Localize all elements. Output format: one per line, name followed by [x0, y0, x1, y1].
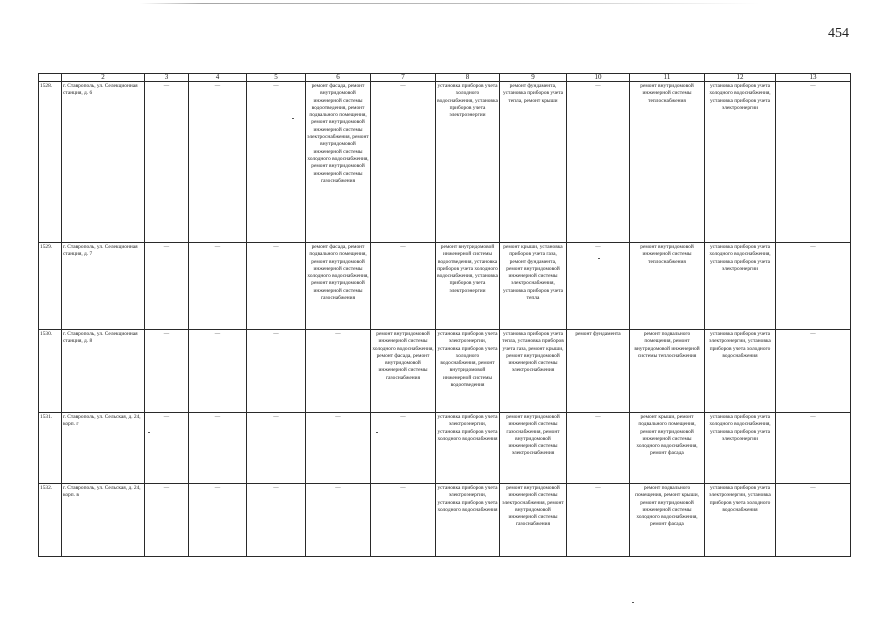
cell-col-7: ремонт внутридомовой инженерной системы холодного водоснабжения, ремонт фасада, ремонт внутридомовой инженерной системы газоснабжения — [371, 330, 436, 413]
row-number: 1531. — [39, 413, 62, 484]
row-address: г. Ставрополь, ул. Селекционная станция, д. 7 — [62, 243, 145, 330]
cell-col-13: — — [776, 413, 851, 484]
cell-col-10: — — [567, 413, 630, 484]
column-number-row — [39, 74, 851, 82]
cell-col-4: — — [189, 243, 247, 330]
row-address: г. Ставрополь, ул. Сельская, д. 24, корп. г — [62, 413, 145, 484]
cell-col-8: установка приборов учета холодного водоснабжения, установка приборов учета электроэнергии — [436, 82, 500, 243]
table-row — [39, 484, 851, 557]
cell-col-3: — — [145, 243, 189, 330]
cell-col-5: — — [247, 484, 306, 557]
cell-col-4: — — [189, 413, 247, 484]
column-header: 13 — [776, 74, 851, 82]
cell-col-4: — — [189, 330, 247, 413]
cell-col-12: установка приборов учета холодного водоснабжения, установка приборов учета электроэнергии — [705, 82, 776, 243]
cell-col-5: — — [247, 330, 306, 413]
cell-col-12: установка приборов учета холодного водоснабжения, установка приборов учета электроэнергии — [705, 413, 776, 484]
cell-col-13: — — [776, 330, 851, 413]
column-header: 12 — [705, 74, 776, 82]
row-number: 1532. — [39, 484, 62, 557]
scan-speck — [598, 258, 600, 259]
cell-col-3: — — [145, 413, 189, 484]
cell-col-6: ремонт фасада, ремонт внутридомовой инженерной системы водоотведения, ремонт подвального помещения, ремонт внутридомовой инженерной системы электроснабжения, ремонт внутридомовой инженерной системы холодного водоснабжения, ремонт внутридомовой инженерной системы газоснабжения — [306, 82, 371, 243]
cell-col-11: ремонт подвального помещения, ремонт внутридомовой инженерной системы теплоснабжения — [630, 330, 705, 413]
table-row — [39, 82, 851, 243]
cell-col-10: — — [567, 243, 630, 330]
row-number: 1528. — [39, 82, 62, 243]
cell-col-13: — — [776, 484, 851, 557]
cell-col-12: установка приборов учета холодного водоснабжения, установка приборов учета электроэнергии — [705, 243, 776, 330]
cell-col-6: — — [306, 330, 371, 413]
table-row — [39, 413, 851, 484]
cell-col-9: ремонт внутридомовой инженерной системы газоснабжения, ремонт внутридомовой инженерной системы электроснабжения — [500, 413, 567, 484]
scan-speck — [376, 432, 378, 433]
row-address: г. Ставрополь, ул. Селекционная станция, д. 6 — [62, 82, 145, 243]
table-row — [39, 243, 851, 330]
cell-col-7: — — [371, 413, 436, 484]
cell-col-3: — — [145, 82, 189, 243]
cell-col-13: — — [776, 82, 851, 243]
cell-col-6: — — [306, 413, 371, 484]
cell-col-7: — — [371, 82, 436, 243]
cell-col-11: ремонт подвального помещения, ремонт крыши, ремонт внутридомовой инженерной системы холодного водоснабжения, ремонт фасада — [630, 484, 705, 557]
cell-col-13: — — [776, 243, 851, 330]
cell-col-11: ремонт внутридомовой инженерной системы теплоснабжения — [630, 243, 705, 330]
column-header: 11 — [630, 74, 705, 82]
column-header: 2 — [62, 74, 145, 82]
scan-speck — [632, 602, 634, 603]
column-header: 6 — [306, 74, 371, 82]
table-row — [39, 330, 851, 413]
row-number: 1529. — [39, 243, 62, 330]
row-address: г. Ставрополь, ул. Селекционная станция, д. 8 — [62, 330, 145, 413]
cell-col-12: установка приборов учета электроэнергии, установка приборов учета холодного водоснабжения — [705, 484, 776, 557]
column-header: 5 — [247, 74, 306, 82]
cell-col-11: ремонт крыши, ремонт подвального помещения, ремонт внутридомовой инженерной системы холодного водоснабжения, ремонт фасада — [630, 413, 705, 484]
cell-col-4: — — [189, 484, 247, 557]
cell-col-5: — — [247, 243, 306, 330]
column-header: 7 — [371, 74, 436, 82]
cell-col-3: — — [145, 330, 189, 413]
cell-col-3: — — [145, 484, 189, 557]
cell-col-7: — — [371, 484, 436, 557]
cell-col-10: — — [567, 484, 630, 557]
column-header: 9 — [500, 74, 567, 82]
cell-col-6: — — [306, 484, 371, 557]
column-header: 10 — [567, 74, 630, 82]
row-number: 1530. — [39, 330, 62, 413]
cell-col-8: ремонт внутридомовой инженерной системы водоотведения, установка приборов учета холодного водоснабжения, установка приборов учета электроэнергии — [436, 243, 500, 330]
cell-col-9: ремонт внутридомовой инженерной системы электроснабжения, ремонт внутридомовой инженерной системы газоснабжения — [500, 484, 567, 557]
cell-col-8: установка приборов учета электроэнергии, установка приборов учета холодного водоснабжения — [436, 413, 500, 484]
cell-col-8: установка приборов учета электроэнергии, установка приборов учета холодного водоснабжения — [436, 484, 500, 557]
row-address: г. Ставрополь, ул. Сельская, д. 24, корп. в — [62, 484, 145, 557]
column-header: 3 — [145, 74, 189, 82]
scan-edge-line — [140, 3, 760, 4]
scan-speck — [148, 432, 150, 433]
repair-program-table — [38, 73, 851, 557]
cell-col-9: установка приборов учета тепла, установка приборов учета газа, ремонт крыши, ремонт внутридомовой инженерной системы электроснабжения — [500, 330, 567, 413]
cell-col-5: — — [247, 82, 306, 243]
cell-col-10: — — [567, 82, 630, 243]
scan-speck — [292, 118, 294, 119]
cell-col-5: — — [247, 413, 306, 484]
cell-col-8: установка приборов учета электроэнергии, установка приборов учета холодного водоснабжения, ремонт внутридомовой инженерной системы водоотведения — [436, 330, 500, 413]
cell-col-6: ремонт фасада, ремонт подвального помещения, ремонт внутридомовой инженерной системы холодного водоснабжения, ремонт внутридомовой инженерной системы газоснабжения — [306, 243, 371, 330]
cell-col-10: ремонт фундамента — [567, 330, 630, 413]
column-header: 8 — [436, 74, 500, 82]
cell-col-9: ремонт фундамента, установка приборов учета тепла, ремонт крыши — [500, 82, 567, 243]
page-number: 454 — [828, 26, 849, 41]
cell-col-4: — — [189, 82, 247, 243]
cell-col-9: ремонт крыши, установка приборов учета газа, ремонт фундамента, ремонт внутридомовой инженерной системы электроснабжения, установка приборов учета тепла — [500, 243, 567, 330]
cell-col-12: установка приборов учета электроэнергии, установка приборов учета холодного водоснабжения — [705, 330, 776, 413]
cell-col-11: ремонт внутридомовой инженерной системы теплоснабжения — [630, 82, 705, 243]
cell-col-7: — — [371, 243, 436, 330]
column-header: 4 — [189, 74, 247, 82]
column-header — [39, 74, 62, 82]
